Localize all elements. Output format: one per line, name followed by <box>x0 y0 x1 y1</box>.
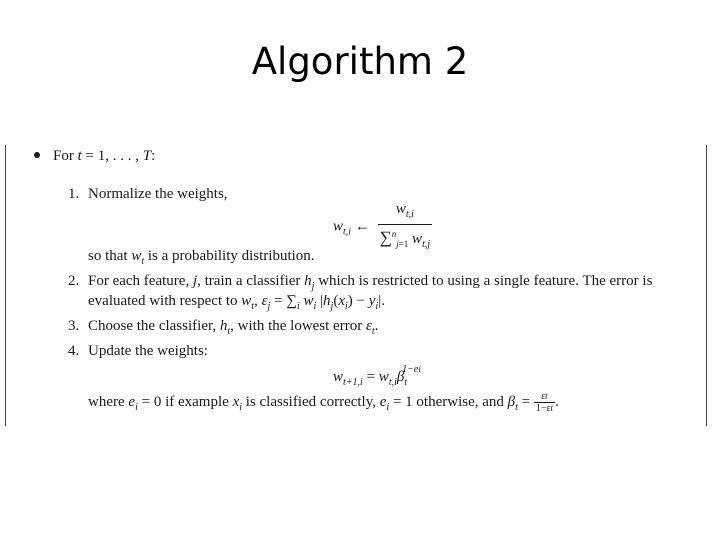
step-2-text-c: which is restricted to using a single feature. The error is <box>318 273 653 289</box>
loop-intro: For <box>53 148 74 164</box>
step-4-where-mid1: if example <box>165 393 229 410</box>
step-2-line2-prefix: evaluated with respect to <box>88 293 238 309</box>
step-4-where-mid2: is classified correctly, <box>245 393 376 410</box>
algorithm-box <box>5 145 707 426</box>
step-2-line1: For each feature, j, train a classifier $h_j$ which is restricted to using a single feature. The error is <box>88 273 653 292</box>
step-4-text: Update the weights: <box>88 343 208 359</box>
step-4-number: 4. <box>68 343 80 359</box>
step-3-number: 3. <box>68 318 80 334</box>
bullet <box>34 152 40 158</box>
loop-eq: = 1, . . . , <box>85 148 139 164</box>
loop-colon: : <box>151 148 156 164</box>
step-3-text-b: , with the lowest error <box>230 318 363 334</box>
step-4-formula: $w_{t+1,i} = w_{t,i}\beta_t^{1-ei}$ <box>333 364 421 388</box>
step-4-where-mid3: otherwise, and <box>416 393 504 410</box>
step-2-line2: evaluated with respect to $w_t$, $\varepsilon_j = \sum_i$ $w_i$ $|h_j(x_i) - y_i|$. <box>88 293 385 312</box>
step-1-after: so that $w_t$ is a probability distribution. <box>88 248 315 267</box>
loop-range: t <box>77 148 82 164</box>
loop-T: T <box>142 148 152 164</box>
w-t: w <box>131 248 142 264</box>
step-3-text-a: Choose the classifier, <box>88 318 217 334</box>
step-1-formula: $w_{t,i}$ ← $\frac{w_{t,i}}{\sum^n_{j=1} w_{t,j}}$ <box>333 200 432 254</box>
step-1-after-text: is a probability distribution. <box>147 248 315 264</box>
step-1-text: Normalize the weights, <box>88 186 228 202</box>
step-2-text-a: For each feature, <box>88 273 190 289</box>
step-1-number: 1. <box>68 186 80 202</box>
step-1-after-prefix: so that <box>88 248 128 264</box>
step-4-where-prefix: where <box>88 393 125 410</box>
step-2-text-b: , train a classifier <box>197 273 301 289</box>
step-3-text: Choose the classifier, $h_t$, with the lowest error $\varepsilon_t$. <box>88 318 379 337</box>
slide-title: Algorithm 2 <box>251 40 469 83</box>
step-4-where: where $e_i = 0$ if example $x_i$ is classified correctly, $e_i = 1$ otherwise, and $\beta_t$ = $\frac{\varepsilon t}{1-\varepsilon t}$ . <box>88 391 559 414</box>
step-2-number: 2. <box>68 273 80 289</box>
loop-line <box>53 147 155 165</box>
